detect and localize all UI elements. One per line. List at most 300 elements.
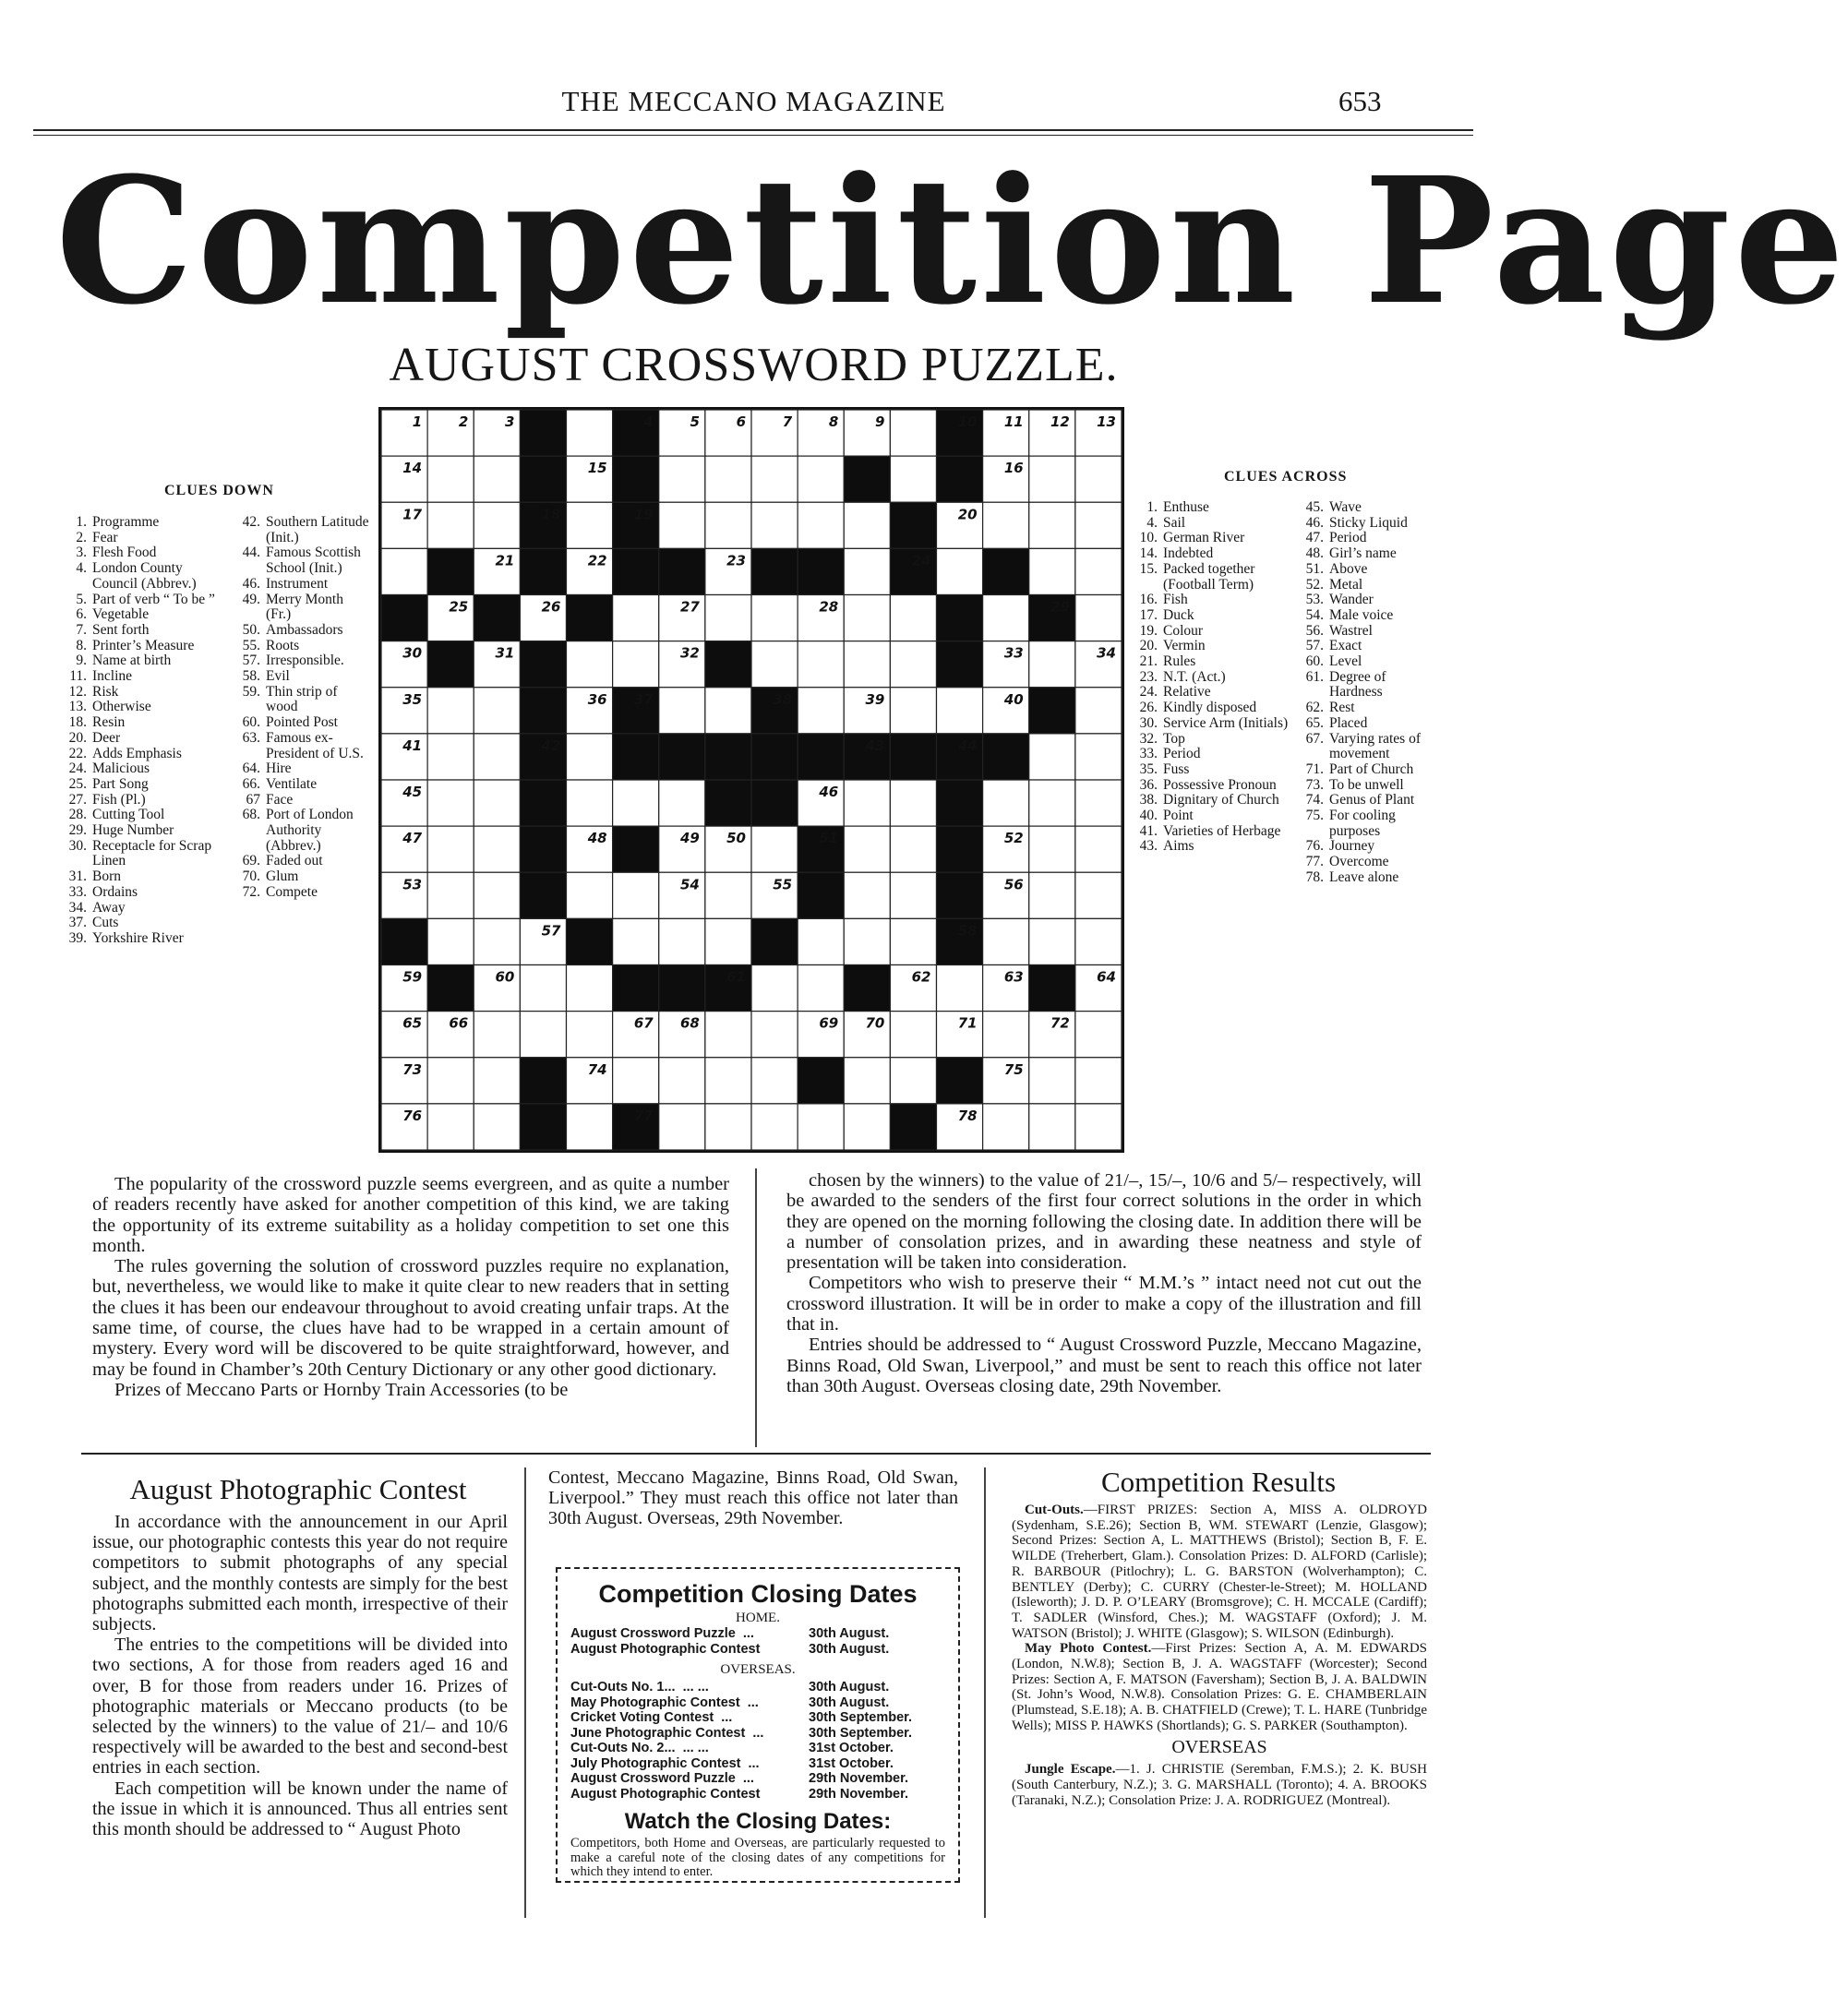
crossword-grid-svg (381, 410, 1122, 1150)
grid-cell (427, 1058, 474, 1104)
grid-cell (567, 1012, 613, 1058)
clue-text: Wander (1329, 592, 1374, 608)
grid-cell (427, 872, 474, 918)
grid-number: 51 (819, 830, 839, 847)
clue-item (231, 761, 369, 777)
clue-number: 44. (242, 545, 260, 561)
clue-item (1130, 500, 1289, 516)
clue-item (1130, 732, 1289, 748)
grid-cell (751, 502, 798, 548)
clue-item (57, 808, 231, 823)
grid-block (798, 1058, 844, 1104)
grid-cell (983, 595, 1029, 641)
clue-number: 67 (246, 791, 260, 808)
clue-item (57, 731, 231, 747)
clue-text: Male voice (1329, 606, 1394, 623)
closing-date-row (570, 1626, 945, 1642)
grid-cell (613, 872, 659, 918)
clue-item (57, 823, 231, 839)
grid-cell (520, 965, 566, 1012)
clue-item (57, 777, 231, 793)
grid-cell (751, 1012, 798, 1058)
grid-number: 37 (633, 690, 654, 708)
clue-item (1296, 716, 1433, 732)
clue-text: Flesh Food (92, 545, 157, 561)
grid-number: 43 (865, 737, 885, 754)
clue-text: Relative (1163, 684, 1211, 701)
clue-item (1130, 531, 1289, 546)
grid-number: 25 (449, 598, 469, 616)
grid-cell (890, 641, 936, 688)
grid-cell (659, 918, 705, 964)
grid-block (567, 918, 613, 964)
clue-number: 34. (68, 899, 87, 916)
clue-number: 29. (68, 822, 87, 839)
clue-number: 71. (1305, 760, 1324, 777)
grid-cell (474, 502, 520, 548)
grid-cell (567, 641, 613, 688)
grid-number: 59 (402, 968, 423, 986)
grid-cell (844, 1058, 890, 1104)
clue-item (1296, 808, 1433, 839)
closing-date-row (570, 1642, 945, 1658)
clue-item (1296, 654, 1433, 670)
clue-text: Ambassadors (266, 621, 343, 638)
clue-text: Famous Scottish School (Init.) (266, 545, 361, 577)
jungle-results (1012, 1762, 1427, 1808)
grid-block (751, 780, 798, 826)
closing-event-name: Cricket Voting Contest (570, 1710, 714, 1725)
grid-cell (844, 502, 890, 548)
grid-block (613, 734, 659, 780)
clue-text: Ordains (92, 883, 138, 900)
closing-date-row (570, 1771, 945, 1787)
grid-block (705, 641, 751, 688)
clue-number: 59. (242, 683, 260, 700)
watch-dates-title: Watch the Closing Dates: (624, 1809, 892, 1834)
paragraph: Competitors who wish to preserve their “ M.M.’s ” intact need not cut out the crossword illustration. It will be in order to make a copy of the illustration and fill that in. (786, 1273, 1422, 1335)
grid-cell (1029, 548, 1075, 594)
closing-overseas-list (570, 1680, 945, 1802)
clue-item (231, 577, 369, 593)
grid-cell (474, 872, 520, 918)
clues-down-heading: CLUES DOWN (164, 483, 274, 498)
closing-date-row (570, 1756, 945, 1772)
clue-text: Fish (1163, 592, 1188, 608)
grid-cell (427, 456, 474, 502)
grid-cell (567, 734, 613, 780)
clue-number: 20. (68, 729, 87, 746)
clues-down-column-1 (57, 515, 231, 947)
clue-item (57, 669, 231, 685)
clue-item (1130, 639, 1289, 654)
grid-cell (705, 688, 751, 734)
closing-event-dots: ... (748, 1755, 760, 1771)
clue-text: Sail (1163, 514, 1186, 531)
grid-number: 24 (911, 552, 931, 569)
grid-number: 38 (773, 690, 793, 708)
grid-cell (427, 918, 474, 964)
results-divider (984, 1467, 986, 1918)
grid-cell (1075, 595, 1122, 641)
clues-across-heading: CLUES ACROSS (1224, 469, 1348, 485)
clue-number: 22. (68, 745, 87, 761)
grid-number: 2 (458, 413, 469, 430)
clue-item (1296, 593, 1433, 608)
clue-item (231, 793, 369, 808)
clue-text: Wave (1329, 499, 1362, 515)
clue-item (1130, 685, 1289, 701)
grid-cell (1075, 548, 1122, 594)
grid-number: 70 (865, 1014, 885, 1032)
grid-cell (705, 918, 751, 964)
clue-item (1296, 839, 1433, 855)
clue-number: 48. (1305, 545, 1324, 562)
closing-date: 30th September. (809, 1725, 913, 1741)
grid-cell (567, 410, 613, 456)
grid-cell (844, 872, 890, 918)
grid-cell (890, 872, 936, 918)
clue-number: 75. (1305, 808, 1324, 824)
grid-block (937, 641, 983, 688)
clue-text: Receptacle for Scrap Linen (92, 837, 212, 869)
clue-text: Possessive Pronoun (1163, 776, 1277, 793)
clue-item (1296, 608, 1433, 624)
clue-number: 20. (1139, 638, 1158, 654)
clue-number: 67. (1305, 730, 1324, 747)
grid-cell (567, 872, 613, 918)
clue-text: Risk (92, 683, 119, 700)
grid-block (751, 918, 798, 964)
cutouts-results (1012, 1503, 1427, 1641)
clue-text: Southern Latitude (Init.) (266, 514, 369, 545)
closing-event-name: August Photographic Contest (570, 1641, 761, 1657)
grid-block (844, 456, 890, 502)
grid-number: 40 (1003, 690, 1024, 708)
grid-block (613, 965, 659, 1012)
grid-number: 14 (402, 460, 423, 477)
grid-cell (1029, 1104, 1075, 1150)
clue-number: 4. (76, 560, 87, 577)
grid-cell (798, 641, 844, 688)
closing-date: 30th August. (809, 1641, 890, 1657)
grid-number: 57 (541, 922, 561, 940)
grid-cell (983, 502, 1029, 548)
grid-cell (1075, 872, 1122, 918)
grid-cell (983, 918, 1029, 964)
grid-number: 16 (1003, 460, 1024, 477)
paragraph: chosen by the winners) to the value of 21/–, 15/–, 10/6 and 5/– respectively, will be awarded to the senders of the first four correct solutions in the order in which they are opened on the morning following the closing date. In addition there will be a number of consolation prizes, and in awarding these neatness and style of presentation will be taken into consideration. (786, 1170, 1422, 1274)
clue-text: Rules (1163, 653, 1196, 670)
clue-text: Otherwise (92, 699, 151, 715)
grid-cell (1075, 1012, 1122, 1058)
clue-text: Aims (1163, 838, 1194, 855)
grid-number: 6 (736, 413, 746, 430)
grid-cell (937, 688, 983, 734)
clue-text: Programme (92, 514, 160, 530)
clue-item (1296, 778, 1433, 794)
grid-cell (381, 548, 427, 594)
clue-item (57, 793, 231, 808)
grid-block (613, 548, 659, 594)
clue-text: London County Council (Abbrev.) (92, 560, 197, 592)
photo-contest-continued (548, 1467, 958, 1529)
clue-number: 77. (1305, 854, 1324, 870)
clue-number: 17. (1139, 606, 1158, 623)
grid-block (751, 734, 798, 780)
clue-number: 58. (242, 668, 260, 685)
clue-item (1296, 762, 1433, 778)
grid-number: 22 (587, 552, 607, 569)
grid-number: 53 (402, 876, 423, 893)
grid-cell (474, 688, 520, 734)
grid-cell (567, 1104, 613, 1150)
clue-text: Fuss (1163, 760, 1190, 777)
grid-cell (567, 780, 613, 826)
clue-item (1130, 608, 1289, 624)
grid-block (798, 548, 844, 594)
clue-item (1130, 747, 1289, 762)
clue-item (231, 623, 369, 639)
grid-block (381, 918, 427, 964)
closing-event (570, 1787, 809, 1802)
paragraph: The popularity of the crossword puzzle seems evergreen, and as quite a number of readers recently have asked for another competition of this kind, we are taking the opportunity of its extreme suitability as a holiday competition to set one this month. (92, 1174, 729, 1256)
paragraph: Each competition will be known under the name of the issue in which it is announced. Thus all entries sent this month should be addressed to “ August Photo (92, 1778, 508, 1840)
grid-block (520, 641, 566, 688)
clue-number: 63. (242, 729, 260, 746)
clue-item (57, 623, 231, 639)
closing-date: 31st October. (809, 1755, 894, 1771)
clue-number: 49. (242, 591, 260, 607)
page-number: 653 (1338, 85, 1382, 117)
clue-number: 23. (1139, 668, 1158, 685)
magazine-title: THE MECCANO MAGAZINE (561, 85, 946, 117)
clue-number: 10. (1139, 530, 1158, 546)
grid-block (659, 548, 705, 594)
clue-text: Incline (92, 668, 133, 685)
clue-item (57, 515, 231, 531)
grid-cell (844, 826, 890, 872)
grid-number: 33 (1003, 644, 1024, 662)
grid-block (983, 734, 1029, 780)
clue-number: 35. (1139, 760, 1158, 777)
grid-number: 45 (402, 784, 423, 800)
watch-dates-text: Competitors, both Home and Overseas, are particularly requested to make a careful note of the closing dates of any competitions for which they intend to enter. (570, 1836, 945, 1879)
clue-number: 15. (1139, 560, 1158, 577)
intro-right-column (786, 1170, 1422, 1396)
clue-item (57, 715, 231, 731)
clue-number: 68. (242, 807, 260, 823)
grid-number: 41 (402, 737, 423, 754)
clue-number: 42. (242, 514, 260, 530)
clue-number: 18. (68, 714, 87, 731)
clue-number: 65. (1305, 714, 1324, 731)
grid-cell (798, 502, 844, 548)
grid-number: 7 (782, 413, 793, 430)
clue-text: Away (92, 899, 126, 916)
clue-number: 72. (242, 883, 260, 900)
grid-cell (1029, 734, 1075, 780)
grid-number: 5 (690, 413, 700, 430)
clue-text: Dignitary of Church (1163, 792, 1279, 808)
grid-cell (613, 780, 659, 826)
clue-number: 55. (242, 637, 260, 653)
grid-number: 10 (957, 413, 978, 430)
grid-cell (844, 918, 890, 964)
grid-block (983, 548, 1029, 594)
grid-number: 42 (541, 737, 561, 754)
clue-item (1130, 824, 1289, 840)
may-photo-results (1012, 1641, 1427, 1733)
closing-date: 30th August. (809, 1695, 890, 1710)
closing-date-row (570, 1680, 945, 1695)
cutouts-text: —FIRST PRIZES: Section A, MISS A. OLDROYD (Sydenham, S.E.26); Section B, WM. STEWART (Lenzie, Glasgow); Second Prizes: Section A, L. MATTHEWS (Bristol); Section B, F. E. WILDE (Treherbert, Glam.). Consolation Prizes: D. ALFORD (Carlisle); R. BARBOUR (Pitlochry); L. G. BARSTON (Wolverhampton); C. BENTLEY (Derby); C. CURRY (Chester-le-Street); M. HOLLAND (Isleworth); J. D. P. O’LEARY (Bromsgrove); C. H. MCCALE (Cardiff); T. SADLER (Winsford, Ches.); M. WAGSTAFF (Oxford); J. M. WATSON (Bristol); J. WHITE (Glasgow); S. WILSON (Edinburgh). (1012, 1503, 1427, 1641)
grid-number: 78 (957, 1107, 978, 1124)
clue-text: Indebted (1163, 545, 1214, 562)
clue-text: Period (1163, 746, 1201, 762)
clue-number: 32. (1139, 730, 1158, 747)
clue-number: 9. (76, 653, 87, 669)
clue-text: Adds Emphasis (92, 745, 182, 761)
paragraph: Entries should be addressed to “ August Crossword Puzzle, Meccano Magazine, Binns Road, Old Swan, Liverpool,” and must be sent to reach this office not later than 30th August. Overseas closing date, 29th November. (786, 1335, 1422, 1396)
grid-block (520, 548, 566, 594)
grid-cell (613, 595, 659, 641)
clue-item (1296, 624, 1433, 640)
grid-block (613, 456, 659, 502)
clues-across-column-1 (1130, 500, 1289, 855)
clue-item (1296, 670, 1433, 701)
clue-number: 61. (1305, 668, 1324, 685)
closing-date-row (570, 1741, 945, 1756)
clue-item (1296, 516, 1433, 532)
grid-cell (1075, 688, 1122, 734)
photo-contest-text (92, 1512, 508, 1839)
clue-text: Deer (92, 729, 121, 746)
grid-block (844, 965, 890, 1012)
closing-date-row (570, 1787, 945, 1802)
grid-block (705, 780, 751, 826)
clue-item (1130, 808, 1289, 824)
clue-number: 74. (1305, 792, 1324, 808)
grid-block (937, 595, 983, 641)
closing-date: 30th September. (809, 1710, 913, 1725)
clue-number: 5. (76, 591, 87, 607)
closing-event-dots: ... (721, 1710, 733, 1725)
clue-text: Part Song (92, 775, 149, 792)
clue-text: Cutting Tool (92, 807, 165, 823)
grid-cell (1029, 826, 1075, 872)
paragraph: In accordance with the announcement in our April issue, our photographic contests this year do not require competitors to submit photographs of any special subject, and the monthly contests are simply for the best photographs submitted each month, irrespective of their subjects. (92, 1512, 508, 1635)
grid-cell (427, 688, 474, 734)
clue-text: Genus of Plant (1329, 792, 1415, 808)
closing-event (570, 1741, 809, 1756)
clue-number: 56. (1305, 622, 1324, 639)
grid-cell (890, 595, 936, 641)
grid-cell (890, 688, 936, 734)
clue-number: 43. (1139, 838, 1158, 855)
grid-block (381, 595, 427, 641)
grid-cell (890, 410, 936, 456)
closing-event (570, 1710, 809, 1726)
clue-item (1130, 624, 1289, 640)
grid-cell (983, 1012, 1029, 1058)
clue-item (1296, 500, 1433, 516)
overseas-results-heading: OVERSEAS (1171, 1736, 1267, 1757)
clue-text: Colour (1163, 622, 1204, 639)
grid-number: 50 (726, 830, 746, 847)
clue-number: 57. (1305, 638, 1324, 654)
puzzle-title: AUGUST CROSSWORD PUZZLE. (389, 339, 1119, 391)
clue-text: Top (1163, 730, 1185, 747)
clue-number: 28. (68, 807, 87, 823)
clue-item (1130, 654, 1289, 670)
clue-text: Ventilate (266, 775, 318, 792)
clue-item (1296, 793, 1433, 808)
closing-date: 29th November. (809, 1786, 908, 1802)
clue-number: 25. (68, 775, 87, 792)
grid-cell (890, 826, 936, 872)
clue-item (57, 561, 231, 592)
closing-event (570, 1771, 809, 1787)
grid-number: 23 (726, 552, 746, 569)
grid-cell (705, 1012, 751, 1058)
closing-event (570, 1626, 809, 1642)
closing-date: 31st October. (809, 1741, 894, 1755)
grid-number: 63 (1003, 968, 1024, 986)
grid-cell (844, 780, 890, 826)
grid-cell (1029, 502, 1075, 548)
grid-number: 69 (819, 1014, 839, 1032)
grid-cell (474, 1104, 520, 1150)
photo-divider (524, 1467, 526, 1918)
clue-text: Enthuse (1163, 499, 1209, 515)
clue-text: Above (1329, 560, 1368, 577)
clue-text: Huge Number (92, 822, 174, 839)
grid-cell (798, 918, 844, 964)
clue-text: Varieties of Herbage (1163, 822, 1281, 839)
clue-item (1296, 562, 1433, 578)
grid-number: 39 (865, 690, 885, 708)
grid-cell (751, 1058, 798, 1104)
grid-block (890, 502, 936, 548)
clue-text: German River (1163, 530, 1245, 546)
clue-item (231, 669, 369, 685)
clue-item (57, 761, 231, 777)
grid-cell (1075, 918, 1122, 964)
clue-text: Varying rates of movement (1329, 730, 1421, 762)
clue-item (57, 607, 231, 623)
clue-item (1296, 546, 1433, 562)
grid-block (520, 688, 566, 734)
grid-cell (890, 918, 936, 964)
closing-event-name: Cut-Outs No. 2... (570, 1741, 676, 1755)
clue-number: 11. (69, 668, 87, 685)
clues-across-column-2 (1296, 500, 1433, 886)
clue-text: Vermin (1163, 638, 1206, 654)
grid-block (520, 1058, 566, 1104)
grid-number: 35 (402, 690, 423, 708)
closing-event-name: August Crossword Puzzle (570, 1771, 736, 1786)
clue-number: 2. (76, 529, 87, 545)
clue-item (1130, 839, 1289, 855)
grid-number: 21 (495, 552, 515, 569)
intro-left-column (92, 1174, 729, 1400)
grid-cell (937, 965, 983, 1012)
grid-cell (983, 1104, 1029, 1150)
clue-text: Fear (92, 529, 118, 545)
grid-cell (751, 826, 798, 872)
clue-number: 45. (1305, 499, 1324, 515)
